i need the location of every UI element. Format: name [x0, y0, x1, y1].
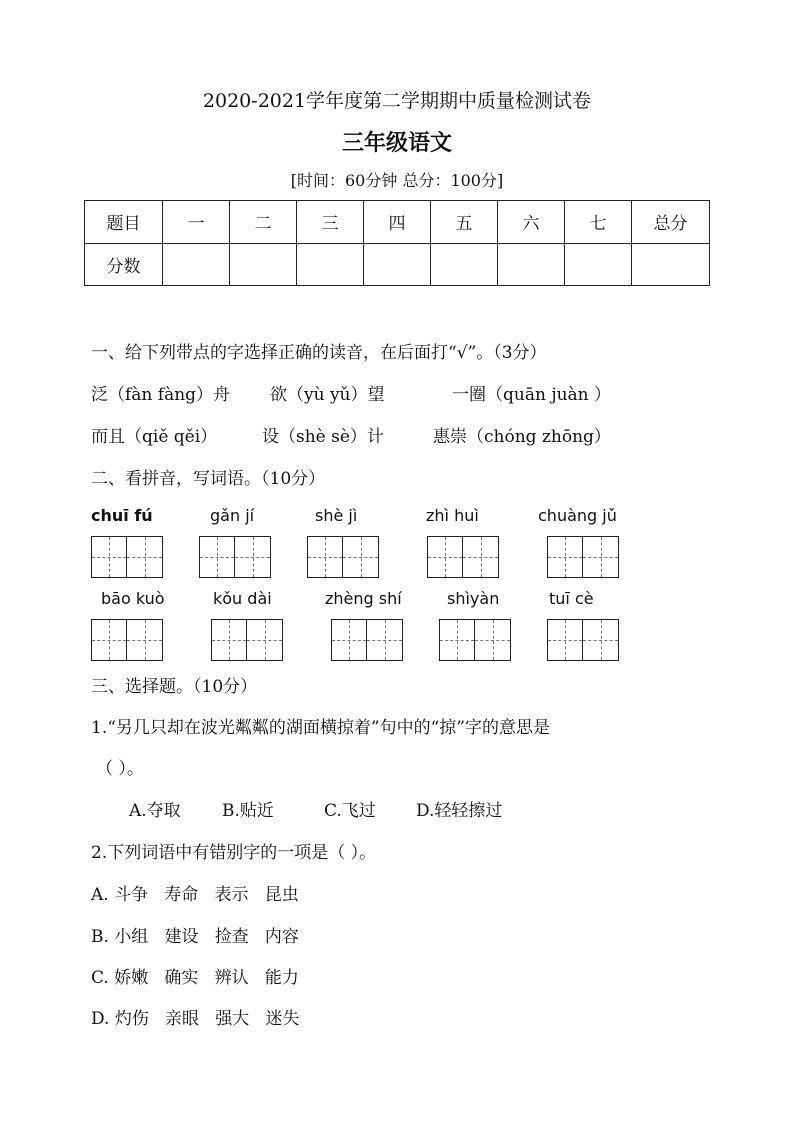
score-table-cell: 四 [364, 201, 431, 244]
score-table [84, 200, 710, 286]
pinyin-prompt: shìyàn [447, 589, 500, 608]
pinyin-prompt: tuī cè [549, 589, 594, 608]
option-d: D. 灼伤 亲眼 强大 迷失 [91, 1009, 300, 1029]
tian-grid-box[interactable] [91, 619, 163, 661]
pinyin-prompt: gǎn jí [210, 506, 255, 525]
exam-info: [时间：60分钟 总分：100分] [290, 171, 504, 190]
section1-heading: 一、给下列带点的字选择正确的读音，在后面打“√”。（3分） [91, 343, 547, 363]
score-input-cell[interactable] [297, 243, 364, 286]
option-c: C. 娇嫩 确实 辨认 能力 [91, 968, 299, 988]
tian-grid-box[interactable] [547, 619, 619, 661]
score-input-cell[interactable] [431, 243, 498, 286]
pinyin-prompt: chuàng jǔ [538, 506, 617, 525]
score-input-cell[interactable] [565, 243, 632, 286]
tian-grid-box[interactable] [199, 536, 271, 578]
score-table-cell: 二 [230, 201, 297, 244]
option-a: A.夺取 [129, 801, 181, 821]
pinyin-choice: 设（shè sè）计 [262, 427, 384, 447]
section2-heading: 二、看拼音，写词语。（10分） [91, 469, 326, 489]
question-1: 1.“另几只却在波光粼粼的湖面横掠着”句中的“掠”字的意思是 [91, 718, 550, 738]
score-table-score-row [85, 243, 710, 286]
pinyin-prompt: kǒu dài [213, 589, 272, 608]
score-input-cell[interactable] [230, 243, 297, 286]
pinyin-choice: 而且（qiě qěi） [91, 427, 218, 447]
pinyin-prompt: bāo kuò [101, 589, 165, 608]
tian-grid-box[interactable] [331, 619, 403, 661]
pinyin-choice: 惠崇（chóng zhōng） [433, 427, 611, 447]
score-table-cell: 一 [163, 201, 230, 244]
tian-grid-box[interactable] [547, 536, 619, 578]
score-table-cell: 三 [297, 201, 364, 244]
tian-grid-box[interactable] [211, 619, 283, 661]
score-table-cell: 分数 [85, 243, 163, 286]
tian-grid-box[interactable] [439, 619, 511, 661]
option-b: B.贴近 [222, 801, 274, 821]
pinyin-prompt: zhèng shí [325, 589, 402, 608]
score-table-cell: 六 [498, 201, 565, 244]
exam-subtitle: 三年级语文 [341, 130, 452, 156]
option-a: A. 斗争 寿命 表示 昆虫 [91, 885, 299, 905]
pinyin-choice: 一圈（quān juàn ） [452, 385, 612, 405]
score-table-cell: 题目 [85, 201, 163, 244]
score-input-cell[interactable] [364, 243, 431, 286]
option-d: D.轻轻擦过 [416, 801, 503, 821]
pinyin-prompt: chuī fú [91, 506, 153, 525]
score-table-cell: 七 [565, 201, 632, 244]
pinyin-prompt: zhì huì [426, 506, 479, 525]
pinyin-choice: 欲（yù yǔ）望 [270, 385, 385, 405]
option-c: C.飞过 [324, 801, 376, 821]
tian-grid-box[interactable] [91, 536, 163, 578]
score-input-cell[interactable] [632, 243, 710, 286]
score-input-cell[interactable] [163, 243, 230, 286]
pinyin-prompt: shè jì [315, 506, 358, 525]
score-table-header-row [85, 201, 710, 244]
exam-title: 2020-2021学年度第二学期期中质量检测试卷 [202, 90, 592, 112]
score-table-cell: 五 [431, 201, 498, 244]
score-input-cell[interactable] [498, 243, 565, 286]
pinyin-choice: 泛（fàn fàng）舟 [91, 385, 231, 405]
tian-grid-box[interactable] [307, 536, 379, 578]
answer-blank[interactable]: （ ）。 [96, 759, 144, 779]
score-table-cell: 总分 [632, 201, 710, 244]
question-2: 2.下列词语中有错别字的一项是（ ）。 [91, 843, 377, 863]
section3-heading: 三、选择题。（10分） [91, 677, 258, 697]
tian-grid-box[interactable] [427, 536, 499, 578]
option-b: B. 小组 建设 捡查 内容 [91, 927, 299, 947]
